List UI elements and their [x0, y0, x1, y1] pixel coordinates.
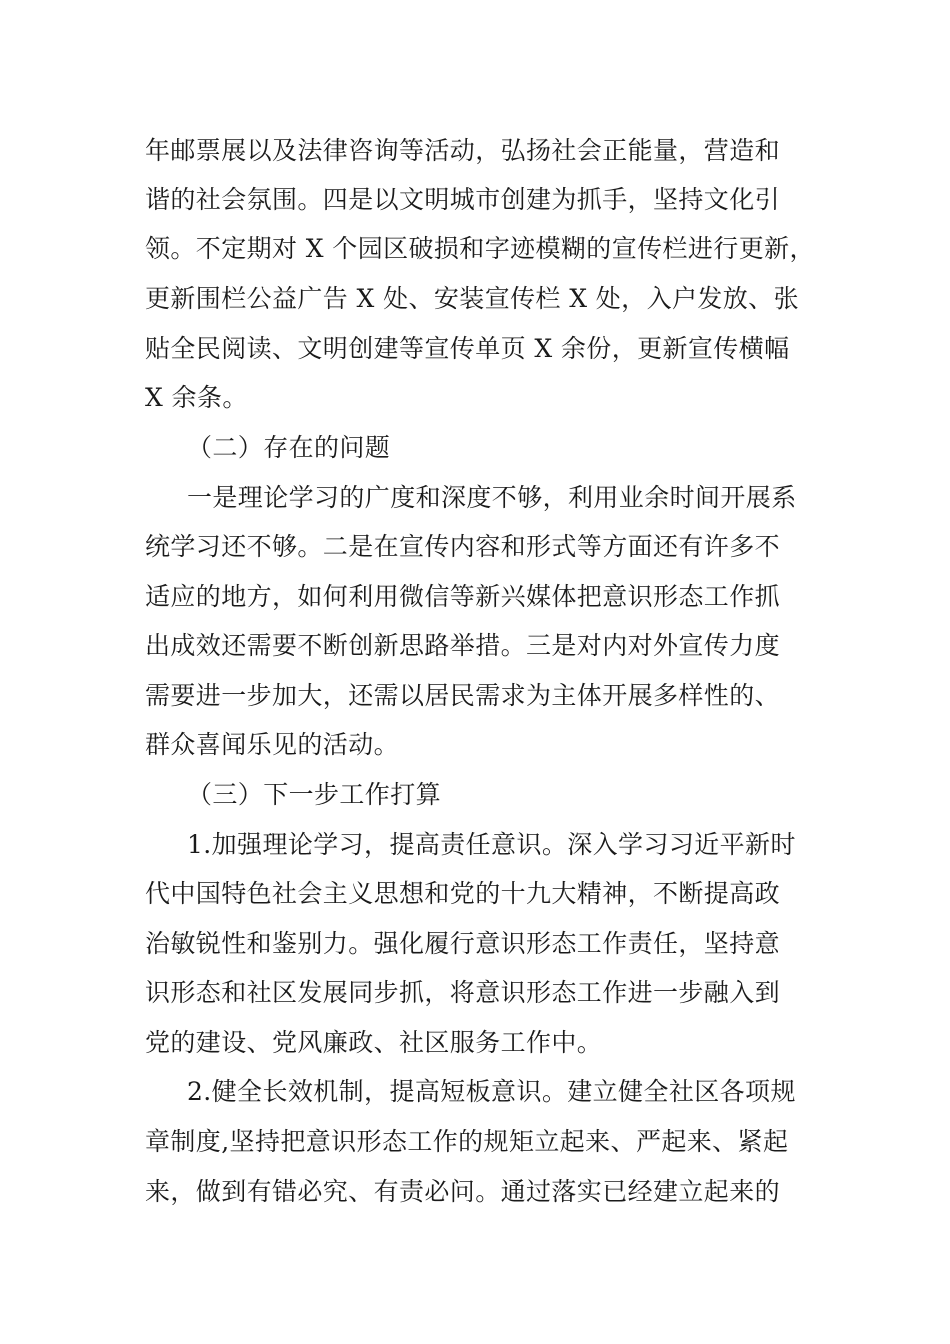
text-line: 治敏锐性和鉴别力。强化履行意识形态工作责任，坚持意: [145, 929, 781, 958]
section-heading: （三）下一步工作打算: [187, 780, 442, 809]
text-line: 2.健全长效机制，提高短板意识。建立健全社区各项规: [187, 1077, 796, 1106]
text-line: 统学习还不够。二是在宣传内容和形式等方面还有许多不: [145, 532, 781, 561]
text-line: 适应的地方，如何利用微信等新兴媒体把意识形态工作抓: [145, 582, 781, 611]
text-line: 代中国特色社会主义思想和党的十九大精神，不断提高政: [145, 879, 781, 908]
text-line: 领。不定期对 X 个园区破损和字迹模糊的宣传栏进行更新，: [145, 234, 815, 263]
text-line: X 余条。: [145, 383, 248, 412]
text-line: 一是理论学习的广度和深度不够，利用业余时间开展系: [187, 483, 797, 512]
text-line: 识形态和社区发展同步抓，将意识形态工作进一步融入到: [145, 978, 781, 1007]
text-line: 章制度,坚持把意识形态工作的规矩立起来、严起来、紧起: [145, 1127, 789, 1156]
text-line: 1.加强理论学习，提高责任意识。深入学习习近平新时: [187, 830, 796, 859]
text-line: 群众喜闻乐见的活动。: [145, 730, 400, 759]
section-heading: （二）存在的问题: [187, 433, 391, 462]
text-line: 党的建设、党风廉政、社区服务工作中。: [145, 1028, 603, 1057]
text-line: 贴全民阅读、文明创建等宣传单页 X 余份，更新宣传横幅: [145, 334, 790, 363]
text-line: 来，做到有错必究、有责必问。通过落实已经建立起来的: [145, 1177, 781, 1206]
text-line: 需要进一步加大，还需以居民需求为主体开展多样性的、: [145, 681, 781, 710]
text-line: 谐的社会氛围。四是以文明城市创建为抓手，坚持文化引: [145, 185, 781, 214]
text-line: 更新围栏公益广告 X 处、安装宣传栏 X 处，入户发放、张: [145, 284, 799, 313]
text-line: 出成效还需要不断创新思路举措。三是对内对外宣传力度: [145, 631, 781, 660]
text-line: 年邮票展以及法律咨询等活动，弘扬社会正能量，营造和: [145, 136, 781, 165]
